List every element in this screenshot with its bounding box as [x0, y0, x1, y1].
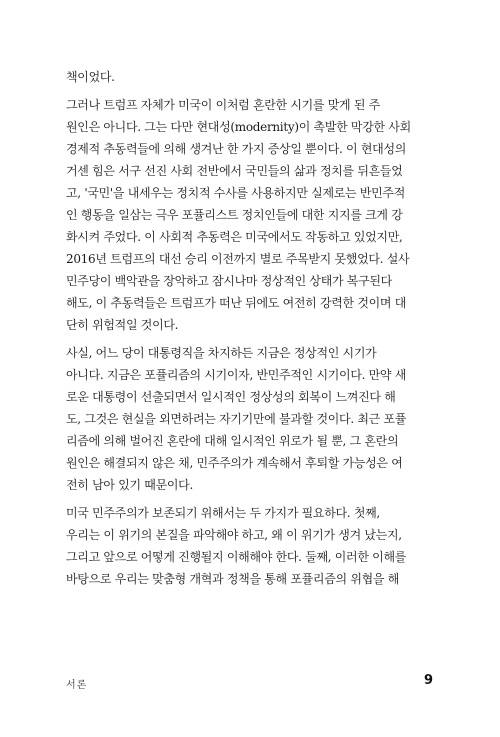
text-line: 단히 위험적일 것이다. [66, 318, 179, 332]
text-line: 화시켜 주었다. 이 사회적 추동력은 미국에서도 작동하고 있었지만, [66, 230, 403, 244]
text-line: 거센 힘은 서구 선진 사회 전반에서 국민들의 삶과 정치를 뒤흔들었 [66, 164, 403, 178]
text-line: 책이었다. [66, 70, 115, 84]
text-line: 도, 그것은 현실을 외면하려는 자기기만에 불과할 것이다. 최근 포퓰 [66, 412, 407, 426]
text-line: 우리는 이 위기의 본질을 파악해야 하고, 왜 이 위기가 생겨 났는지, [66, 528, 402, 542]
text-line: 그러나 트럼프 자체가 미국이 이처럼 혼란한 시기를 맞게 된 주 [66, 98, 380, 112]
text-line: 인 행동을 일삼는 극우 포퓰리스트 정치인들에 대한 지지를 크게 강 [66, 208, 403, 222]
text-line: 전히 남아 있기 때문이다. [66, 478, 193, 492]
text-line: 미국 민주주의가 보존되기 위해서는 두 가지가 필요하다. 첫째, [66, 506, 380, 520]
text-line: 아니다. 지금은 포퓰리즘의 시기이자, 반민주적인 시기이다. 만약 새 [66, 368, 407, 382]
text-line: 리즘에 의해 벌어진 혼란에 대해 일시적인 위로가 될 뿐, 그 혼란의 [66, 434, 399, 448]
text-line: 로운 대통령이 선출되면서 일시적인 정상성의 회복이 느껴진다 해 [66, 390, 396, 404]
text-line: 바탕으로 우리는 맞춤형 개혁과 정책을 통해 포퓰리즘의 위협을 해 [66, 572, 400, 586]
body-text [66, 66, 436, 590]
page-number: 9 [424, 673, 434, 688]
text-line: 그리고 앞으로 어떻게 진행될지 이해해야 한다. 둘째, 이러한 이해를 [66, 550, 407, 564]
text-line: 원인은 아니다. 그는 다만 현대성(modernity)이 촉발한 막강한 사회 [66, 120, 411, 134]
text-line: 고, '국민'을 내세우는 정치적 수사를 사용하지만 실제로는 반민주적 [66, 186, 406, 200]
text-line: 해도, 이 추동력들은 트럼프가 떠난 뒤에도 여전히 강력한 것이며 대 [66, 296, 407, 310]
text-line: 원인은 해결되지 않은 채, 민주주의가 계속해서 후퇴할 가능성은 여 [66, 456, 403, 470]
text-line: 민주당이 백악관을 장악하고 잠시나마 정상적인 상태가 복구된다 [66, 274, 392, 288]
text-line: 사실, 어느 당이 대통령직을 차지하든 지금은 정상적인 시기가 [66, 346, 377, 360]
running-footer-section-title: 서론 [66, 680, 88, 691]
text-line: 경제적 추동력들에 의해 생겨난 한 가지 증상일 뿐이다. 이 현대성의 [66, 142, 407, 156]
text-line: 2016년 트럼프의 대선 승리 이전까지 별로 주목받지 못했었다. 설사 [66, 252, 410, 266]
